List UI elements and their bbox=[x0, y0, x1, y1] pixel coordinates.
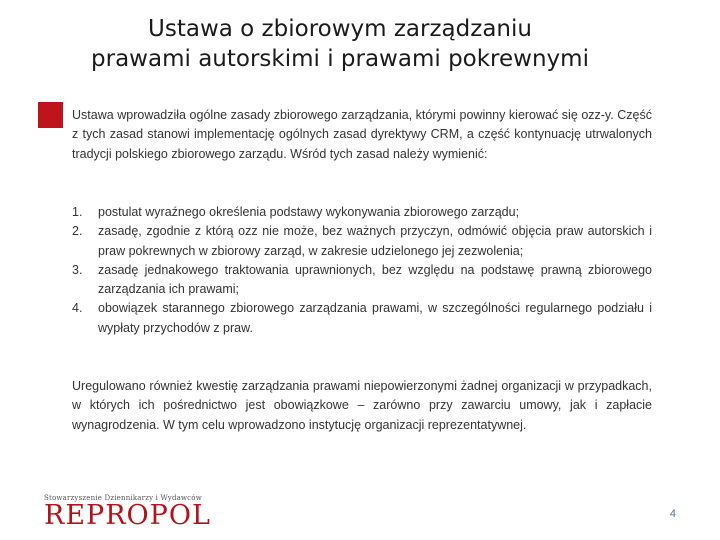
slide-title bbox=[0, 14, 680, 74]
page-number: 4 bbox=[669, 508, 676, 520]
slide-title-line-2: prawami autorskimi i prawami pokrewnymi bbox=[91, 46, 589, 72]
list-item-number: 4. bbox=[72, 301, 83, 316]
list-item-number: 1. bbox=[72, 205, 83, 219]
list-item bbox=[72, 203, 652, 222]
list-item-text: obowiązek starannego zbiorowego zarządzania prawami, w szczególności regularnego podziału i wypłaty przychodów z praw. bbox=[98, 301, 652, 335]
list-item bbox=[72, 261, 652, 300]
list-item-text: zasadę, zgodnie z którą ozz nie może, bez ważnych przyczyn, odmówić objęcia praw autorskich i praw pokrewnych w zbiorowy zarząd, w zakresie udzielonego jej zezwolenia; bbox=[98, 224, 652, 258]
repropol-logo bbox=[44, 494, 211, 530]
logo-tagline: Stowarzyszenie Dziennikarzy i Wydawców bbox=[44, 494, 202, 502]
list-item bbox=[72, 222, 652, 261]
list-item-number: 3. bbox=[72, 262, 83, 277]
logo-name: REPROPOL bbox=[44, 500, 211, 531]
closing-paragraph: Uregulowano również kwestię zarządzania prawami niepowierzonymi żadnej organizacji w przypadkach, w których ich pośrednictwo jest obowiązkowe – zarówno przy zawarciu umowy, jak i zapłacie wynagrodzenia. W tym celu wprowadzono instytucję organizacji reprezentatywnej. bbox=[72, 379, 652, 432]
list-item-number: 2. bbox=[72, 224, 83, 239]
bullet-marker bbox=[38, 102, 63, 128]
intro-paragraph: Ustawa wprowadziła ogólne zasady zbiorowego zarządzania, którymi powinny kierować się ozz-y. Część z tych zasad stanowi implementację ogólnych zasad dyrektywy CRM, a część kontynuację utrwalonych tradycji polskiego zbiorowego zarządu. Wśród tych zasad należy wymienić: bbox=[72, 108, 652, 161]
list-item-text: zasadę jednakowego traktowania uprawnionych, bez względu na podstawę prawną zbiorowego zarządzania ich prawami; bbox=[98, 262, 652, 297]
principles-list bbox=[72, 203, 652, 338]
slide-title-line-1: Ustawa o zbiorowym zarządzaniu bbox=[148, 16, 532, 42]
list-item-text: postulat wyraźnego określenia podstawy wykonywania zbiorowego zarządu; bbox=[98, 205, 520, 219]
list-item bbox=[72, 299, 652, 338]
